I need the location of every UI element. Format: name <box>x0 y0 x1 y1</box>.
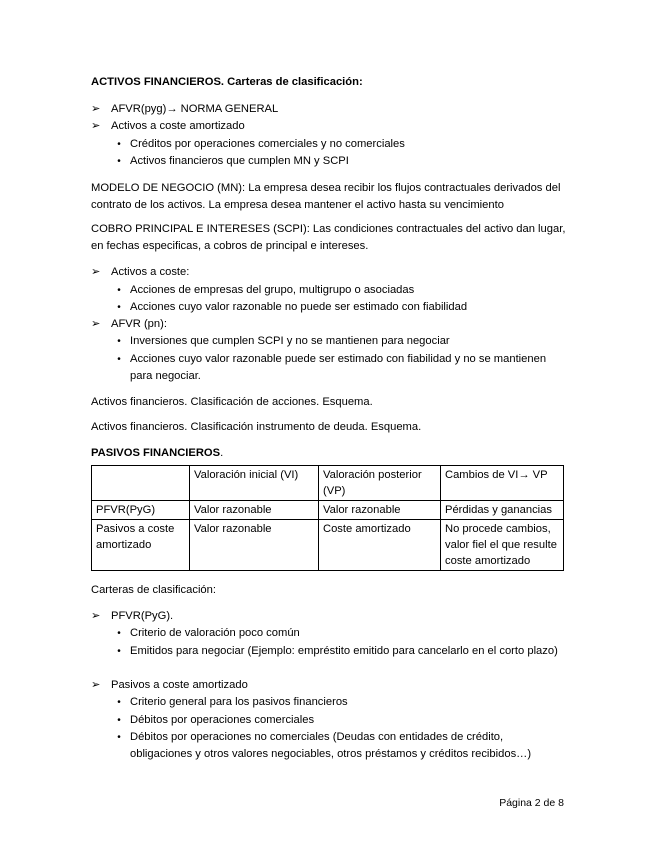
table-cell: PFVR(PyG) <box>92 501 190 520</box>
bullet-icon: • <box>117 139 121 150</box>
arrow-bullet-icon: ➢ <box>91 318 101 330</box>
bullet-icon: • <box>117 732 121 743</box>
esquema-deuda: Activos financieros. Clasificación instrumento de deuda. Esquema. <box>91 421 422 433</box>
bullet-icon: • <box>117 628 121 639</box>
table-header-cell: Cambios de VI→ VP <box>441 466 564 501</box>
bullet-icon: • <box>117 336 121 347</box>
table-header-cell <box>92 466 190 501</box>
bullet-icon: • <box>117 285 121 296</box>
bullet-icon: • <box>117 354 121 365</box>
arrow-bullet-icon: ➢ <box>91 266 101 278</box>
arrow-bullet-icon: ➢ <box>91 103 101 115</box>
table-row <box>92 520 564 571</box>
bullet-icon: • <box>117 697 121 708</box>
arrow-bullet-icon: ➢ <box>91 679 101 691</box>
arrow-bullet-icon: ➢ <box>91 120 101 132</box>
scpi-paragraph: COBRO PRINCIPAL E INTERESES (SCPI): Las condiciones contractuales del activo dan lugar, en fechas especificas, a cobros de principal e intereses. <box>91 223 566 252</box>
table-row <box>92 501 564 520</box>
bullet-icon: • <box>117 715 121 726</box>
bullet-icon: • <box>117 646 121 657</box>
carteras-label: Carteras de clasificación: <box>91 584 216 596</box>
page-number: Página 2 de 8 <box>499 797 564 809</box>
table-cell: Valor razonable <box>319 501 441 520</box>
esquema-acciones: Activos financieros. Clasificación de acciones. Esquema. <box>91 396 373 408</box>
table-header-cell: Valoración posterior (VP) <box>319 466 441 501</box>
table-header-cell: Valoración inicial (VI) <box>190 466 319 501</box>
activos-title: ACTIVOS FINANCIEROS. Carteras de clasificación: <box>91 76 363 88</box>
table-cell: Pérdidas y ganancias <box>441 501 564 520</box>
bullet-icon: • <box>117 302 121 313</box>
bullet-icon: • <box>117 156 121 167</box>
table-cell: Valor razonable <box>190 501 319 520</box>
table-cell: Pasivos a coste amortizado <box>92 520 190 571</box>
mn-paragraph: MODELO DE NEGOCIO (MN): La empresa desea recibir los flujos contractuales derivados del contrato de los activos. La empresa desea mantener el activo hasta su vencimiento <box>91 182 561 211</box>
arrow-bullet-icon: ➢ <box>91 610 101 622</box>
table-cell: Valor razonable <box>190 520 319 571</box>
table-cell: No procede cambios, valor fiel el que resulte coste amortizado <box>441 520 564 571</box>
table-header-row <box>92 466 564 501</box>
valoracion-table <box>91 465 564 571</box>
table-cell: Coste amortizado <box>319 520 441 571</box>
pasivos-title: PASIVOS FINANCIEROS. <box>91 447 224 459</box>
